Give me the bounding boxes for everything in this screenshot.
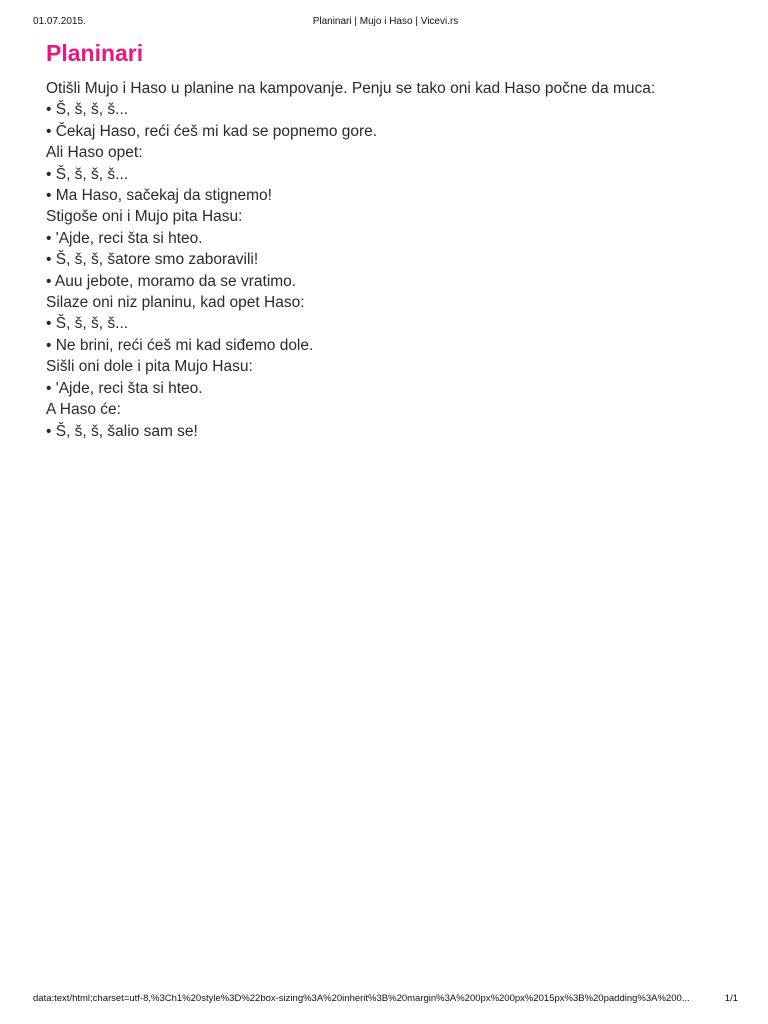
- page-number: 1/1: [724, 993, 738, 1004]
- print-date: 01.07.2015.: [33, 16, 86, 27]
- joke-line: • Š, š, š, š...: [46, 315, 129, 333]
- joke-line: Silaze oni niz planinu, kad opet Haso:: [46, 294, 305, 312]
- joke-body: [46, 78, 728, 442]
- joke-line: Stigoše oni i Mujo pita Hasu:: [46, 208, 243, 226]
- article: [46, 38, 728, 442]
- joke-line: • 'Ajde, reci šta si hteo.: [46, 229, 203, 247]
- joke-line: • Š, š, š, š...: [46, 101, 129, 119]
- joke-line: • 'Ajde, reci šta si hteo.: [46, 379, 203, 397]
- joke-line: • Š, š, š, šalio sam se!: [46, 422, 198, 440]
- print-header: [33, 16, 738, 32]
- page-title: Planinari: [46, 40, 144, 66]
- joke-line: Sišli oni dole i pita Mujo Hasu:: [46, 358, 253, 376]
- joke-line: • Š, š, š, š...: [46, 165, 129, 183]
- print-document-title: Planinari | Mujo i Haso | Vicevi.rs: [312, 16, 459, 27]
- joke-line: • Auu jebote, moramo da se vratimo.: [46, 272, 297, 290]
- joke-line: Otišli Mujo i Haso u planine na kampovanje. Penju se tako oni kad Haso počne da muca:: [46, 80, 656, 97]
- print-url: data:text/html;charset=utf-8,%3Ch1%20style%3D%22box-sizing%3A%20inherit%3B%20margin%3A%200px%200px%2015px%3B%20padding%3A%200...: [33, 993, 690, 1004]
- print-footer: [33, 993, 738, 1007]
- joke-line: • Ne brini, reći ćeš mi kad siđemo dole.: [46, 336, 314, 354]
- joke-line: A Haso će:: [46, 401, 121, 419]
- joke-line: • Š, š, š, šatore smo zaboravili!: [46, 251, 259, 269]
- joke-line: • Čekaj Haso, reći ćeš mi kad se popnemo gore.: [46, 122, 378, 140]
- joke-line: • Ma Haso, sačekaj da stignemo!: [46, 187, 272, 205]
- joke-line: Ali Haso opet:: [46, 144, 143, 162]
